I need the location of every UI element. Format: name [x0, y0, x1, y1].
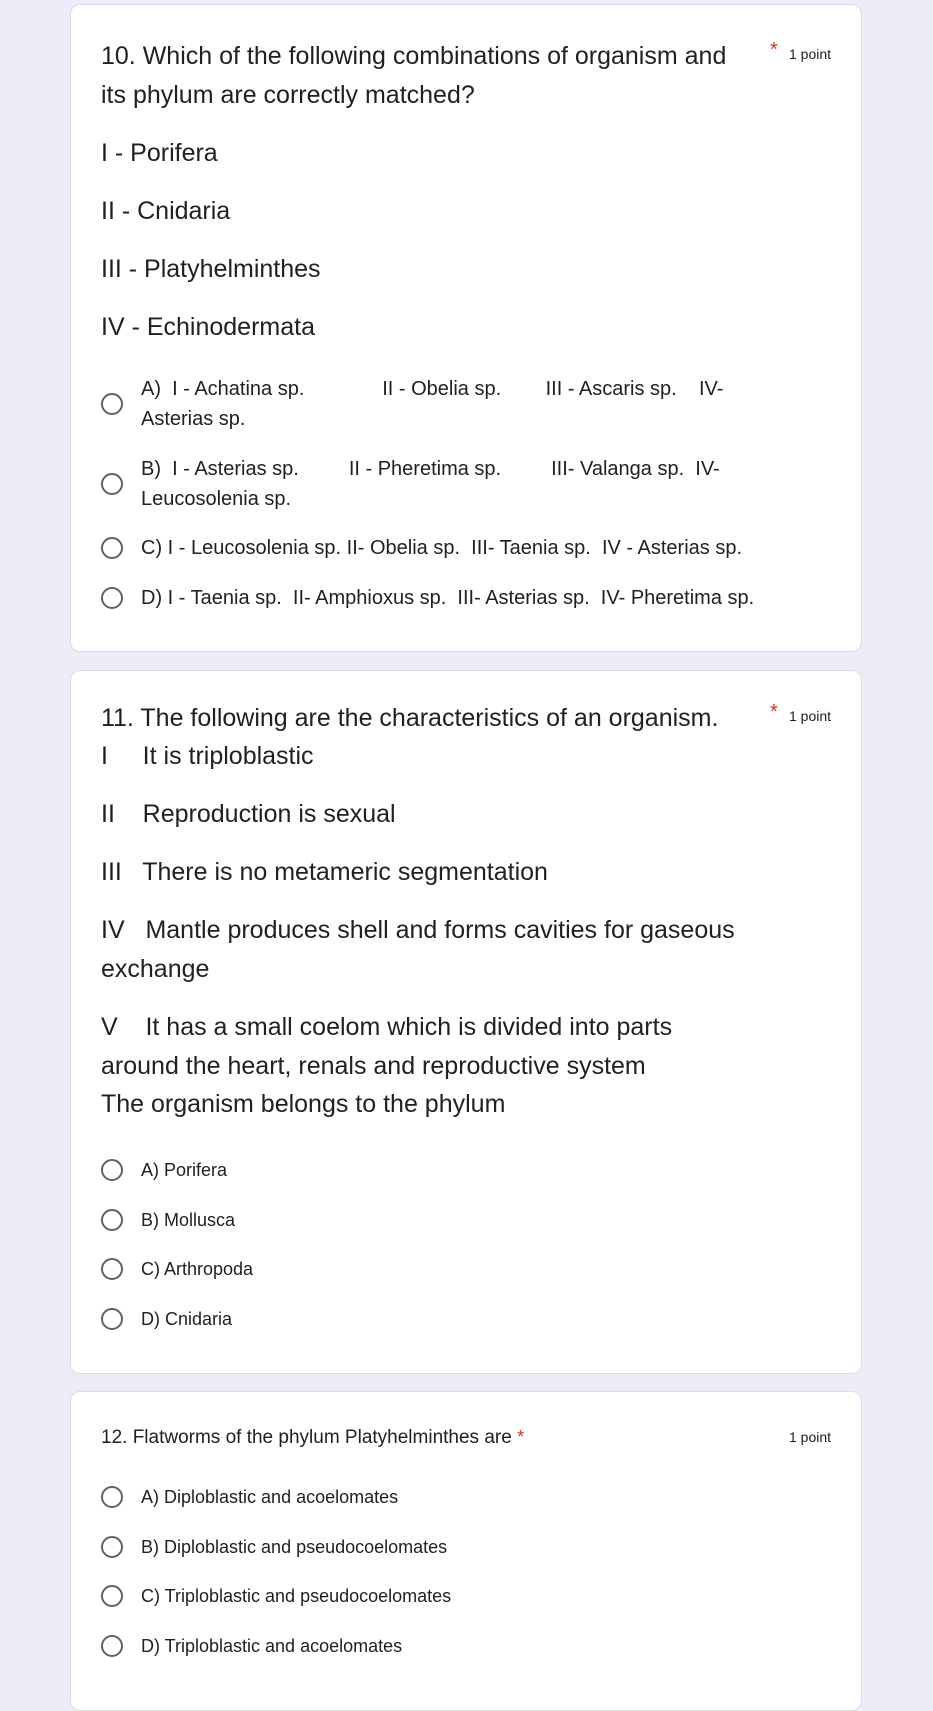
statement-4: IV - Echinodermata: [101, 313, 315, 341]
option-a-label: A) Diploblastic and acoelomates: [141, 1487, 399, 1507]
question-card-12: [70, 1391, 862, 1711]
statement-1: I - Porifera: [101, 139, 218, 167]
points-label: 1 point: [789, 708, 832, 724]
characteristic-5-cont: around the heart, renals and reproductive system: [101, 1052, 646, 1080]
question-card-11: [70, 670, 862, 1374]
option-c-label: C) I - Leucosolenia sp. II- Obelia sp. III- Taenia sp. IV - Asterias sp.: [141, 537, 743, 559]
option-c-label: C) Triploblastic and pseudocoelomates: [141, 1586, 452, 1606]
required-asterisk: *: [517, 1427, 525, 1447]
option-b[interactable]: [101, 454, 841, 514]
question-card-10: [70, 4, 862, 652]
characteristic-4: IV Mantle produces shell and forms cavities for gaseous: [101, 916, 735, 944]
question-title: 11. The following are the characteristics of an organism.: [101, 704, 719, 732]
points-label: 1 point: [789, 46, 832, 62]
option-c[interactable]: [101, 1254, 841, 1284]
radio-button[interactable]: [101, 1159, 123, 1181]
option-a[interactable]: [101, 374, 841, 434]
required-asterisk: *: [770, 701, 778, 723]
option-d[interactable]: [101, 1631, 841, 1661]
required-asterisk: *: [770, 39, 778, 61]
characteristic-3: III There is no metameric segmentation: [101, 858, 548, 886]
option-a[interactable]: [101, 1155, 841, 1185]
radio-button[interactable]: [101, 473, 123, 495]
characteristic-5: V It has a small coelom which is divided into parts: [101, 1013, 673, 1041]
option-a-line-1: A) I - Achatina sp. II - Obelia sp. III - Ascaris sp. IV-: [141, 378, 724, 400]
radio-button[interactable]: [101, 1258, 123, 1280]
radio-button[interactable]: [101, 1536, 123, 1558]
option-b[interactable]: [101, 1532, 841, 1562]
option-d-label: D) Cnidaria: [141, 1309, 233, 1329]
radio-button[interactable]: [101, 587, 123, 609]
statement-3: III - Platyhelminthes: [101, 255, 321, 283]
characteristic-4-cont: exchange: [101, 955, 210, 983]
question-title: 12. Flatworms of the phylum Platyhelminthes are: [101, 1427, 512, 1448]
option-d-label: D) Triploblastic and acoelomates: [141, 1636, 403, 1656]
radio-button[interactable]: [101, 393, 123, 415]
option-b[interactable]: [101, 1205, 841, 1235]
option-b-label: B) Diploblastic and pseudocoelomates: [141, 1537, 448, 1557]
option-d-label: D) I - Taenia sp. II- Amphioxus sp. III- Asterias sp. IV- Pheretima sp.: [141, 587, 755, 609]
radio-button[interactable]: [101, 1486, 123, 1508]
radio-button[interactable]: [101, 1635, 123, 1657]
points-label: 1 point: [789, 1429, 832, 1445]
option-a-line-2: Asterias sp.: [141, 408, 246, 430]
radio-button[interactable]: [101, 1308, 123, 1330]
option-a[interactable]: [101, 1482, 841, 1512]
option-c[interactable]: [101, 533, 841, 563]
characteristic-2: II Reproduction is sexual: [101, 800, 396, 828]
characteristic-1: I It is triploblastic: [101, 742, 314, 770]
question-title-line-1: 10. Which of the following combinations of organism and: [101, 42, 727, 70]
question-prompt: The organism belongs to the phylum: [101, 1090, 506, 1118]
radio-button[interactable]: [101, 1209, 123, 1231]
option-b-line-2: Leucosolenia sp.: [141, 488, 292, 510]
question-title-wrap: [101, 1424, 524, 1451]
option-c[interactable]: [101, 1581, 841, 1611]
option-b-line-1: B) I - Asterias sp. II - Pheretima sp. III- Valanga sp. IV-: [141, 458, 720, 480]
statement-2: II - Cnidaria: [101, 197, 231, 225]
option-a-label: A) Porifera: [141, 1160, 228, 1180]
option-b-label: B) Mollusca: [141, 1210, 236, 1230]
option-c-label: C) Arthropoda: [141, 1259, 254, 1279]
option-d[interactable]: [101, 1304, 841, 1334]
radio-button[interactable]: [101, 537, 123, 559]
question-title-line-2: its phylum are correctly matched?: [101, 81, 475, 109]
radio-button[interactable]: [101, 1585, 123, 1607]
option-d[interactable]: [101, 583, 841, 613]
